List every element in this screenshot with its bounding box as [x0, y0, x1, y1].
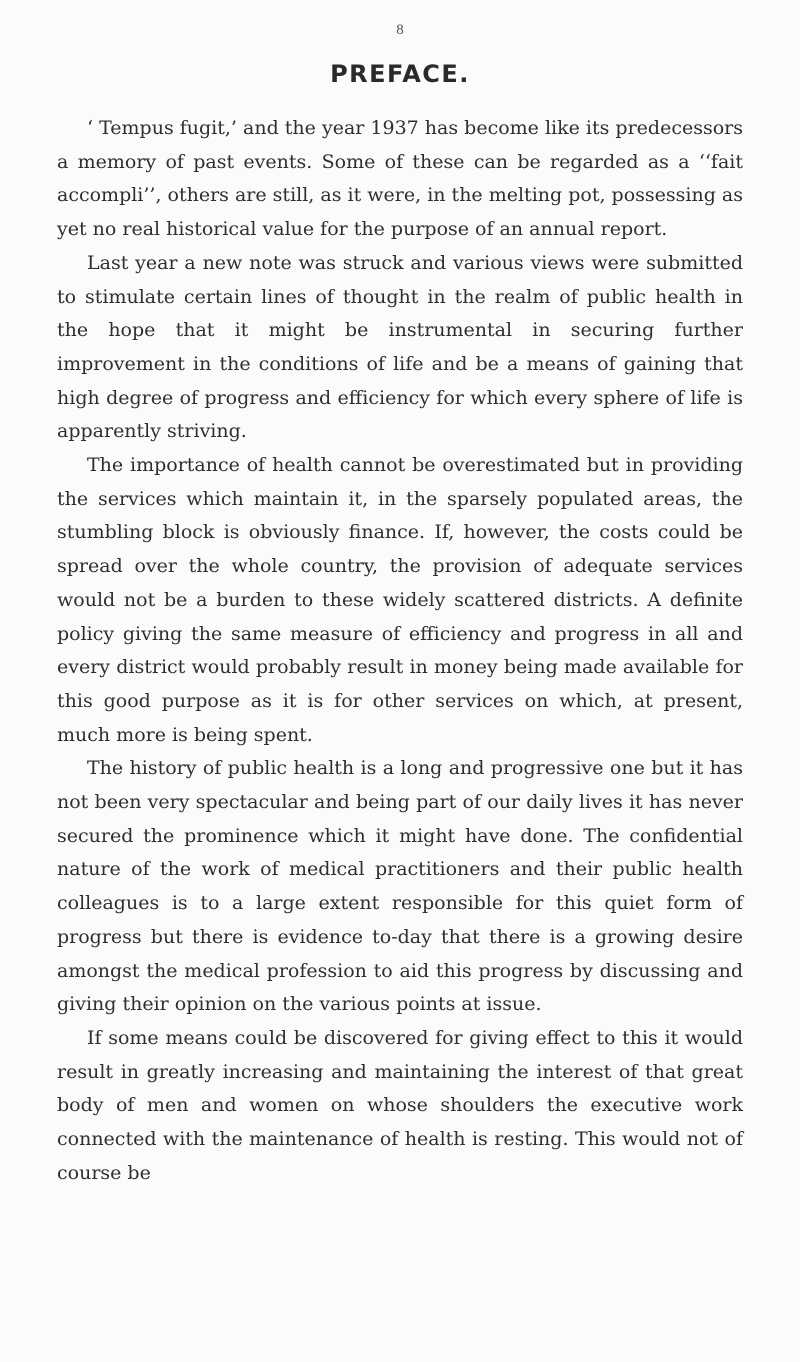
paragraph-1: ‘ Tempus fugit,’ and the year 1937 has become like its predecessors a memory of past events. Some of these can be regarded as a ‘‘fait accompli’’, others are still, as it were, in the melting pot, possessing as yet no real historical value for the purpose of an annual report. — [57, 117, 743, 241]
paragraph-2: Last year a new note was struck and various views were submitted to stimulate certain lines of thought in the realm of public health in the hope that it might be instrumental in securing further improvement in the conditions of life and be a means of gaining that high degree of progress and efficiency for which every sphere of life is apparently striving. — [57, 251, 743, 443]
page-number: 8 — [396, 22, 404, 38]
preface-body — [57, 112, 743, 1191]
paragraph-4: The history of public health is a long and progressive one but it has not been very spectacular and being part of our daily lives it has never secured the prominence which it might have done. The confidential nature of the work of medical practitioners and their public health colleagues is to a large extent responsible for this quiet form of progress but there is evidence to-day that there is a growing desire amongst the medical profession to aid this progress by discussing and giving their opinion on the various points at issue. — [57, 757, 743, 1016]
page-title: PREFACE. — [330, 60, 470, 88]
paragraph-3: The importance of health cannot be overestimated but in providing the services which maintain it, in the sparsely populated areas, the stumbling block is obviously finance. If, however, the costs could be spread over the whole country, the provision of adequate services would not be a burden to these widely scattered districts. A definite policy giving the same measure of efficiency and progress in all and every district would probably result in money being made available for this good purpose as it is for other services on which, at present, much more is being spent. — [57, 454, 743, 746]
paragraph-5: If some means could be discovered for giving effect to this it would result in greatly increasing and maintaining the interest of that great body of men and women on whose shoulders the executive work connected with the maintenance of health is resting. This would not of course be — [57, 1026, 743, 1184]
